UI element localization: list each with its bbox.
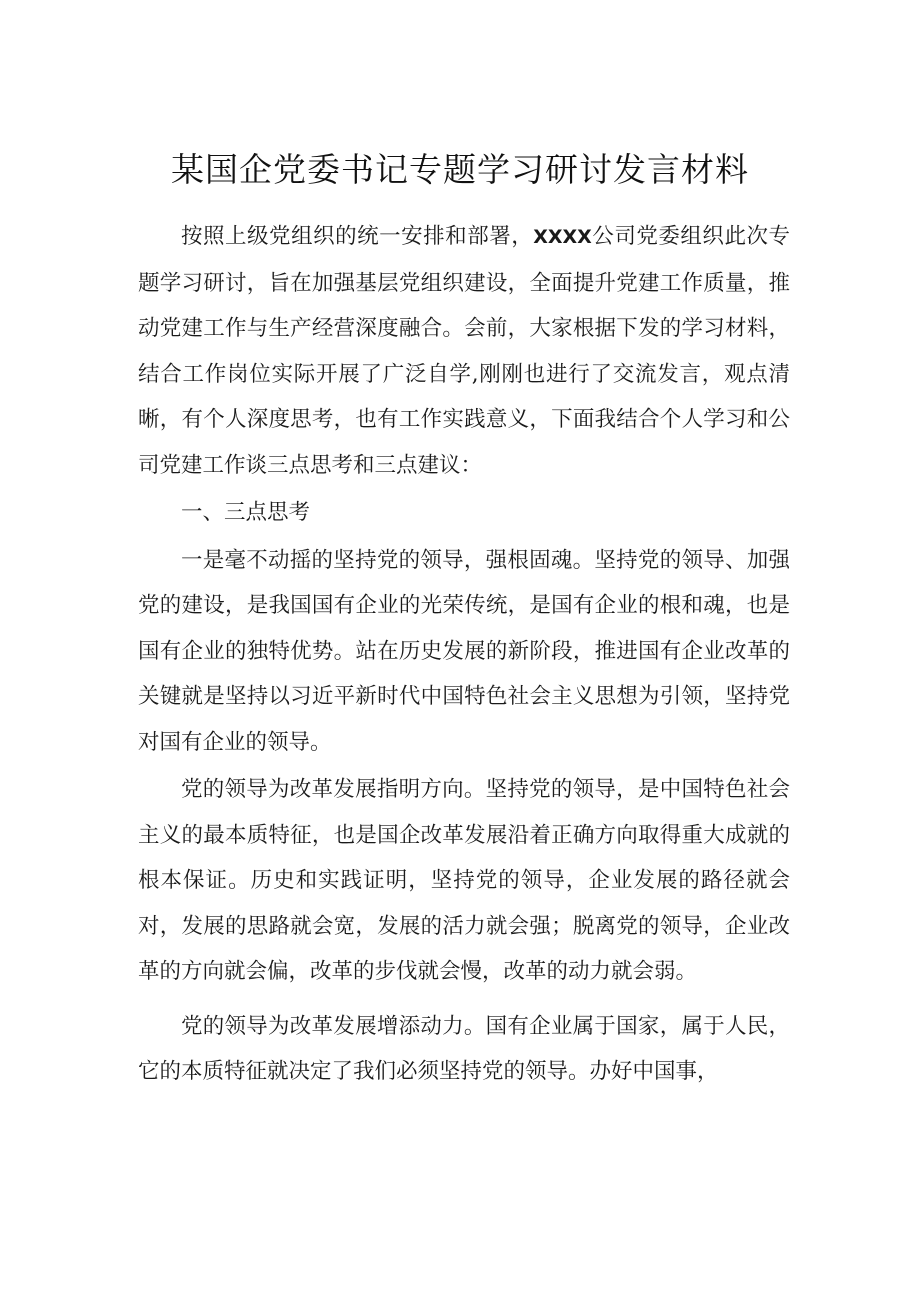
intro-text-end: 公司党委组织此次专题学习研讨，旨在加强基层党组织建设，全面提升党建工作质量，推动党建工作与生产经营深度融合。会前，大家根据下发的学习材料，结合工作岗位实际开展了广泛自学,刚刚也进行了交流发言，观点清晰，有个人深度思考，也有工作实践意义，下面我结合个人学习和公司党建工作谈三点思考和三点建议： (138, 224, 790, 478)
body-paragraph: 一是毫不动摇的坚持党的领导，强根固魂。坚持党的领导、加强党的建设，是我国国有企业的光荣传统，是国有企业的根和魂，也是国有企业的独特优势。站在历史发展的新阶段，推进国有企业改革的关键就是坚持以习近平新时代中国特色社会主义思想为引领，坚持党对国有企业的领导。 (138, 547, 790, 755)
document-body (138, 214, 790, 1095)
intro-paragraph (138, 214, 790, 488)
body-paragraph: 党的领导为改革发展指明方向。坚持党的领导，是中国特色社会主义的最本质特征，也是国企改革发展沿着正确方向取得重大成就的根本保证。历史和实践证明，坚持党的领导，企业发展的路径就会对，发展的思路就会宽，发展的活力就会强；脱离党的领导，企业改革的方向就会偏，改革的步伐就会慢，改革的动力就会弱。 (138, 777, 790, 984)
company-code: XXXX (533, 226, 592, 248)
intro-text-start: 按照上级党组织的统一安排和部署， (181, 224, 534, 249)
section-heading: 一、三点思考 (181, 500, 311, 525)
document-title: 某国企党委书记专题学习研讨发言材料 (171, 150, 749, 189)
body-paragraph: 党的领导为改革发展增添动力。国有企业属于国家，属于人民，它的本质特征就决定了我们必须坚持党的领导。办好中国事， (138, 1013, 790, 1084)
